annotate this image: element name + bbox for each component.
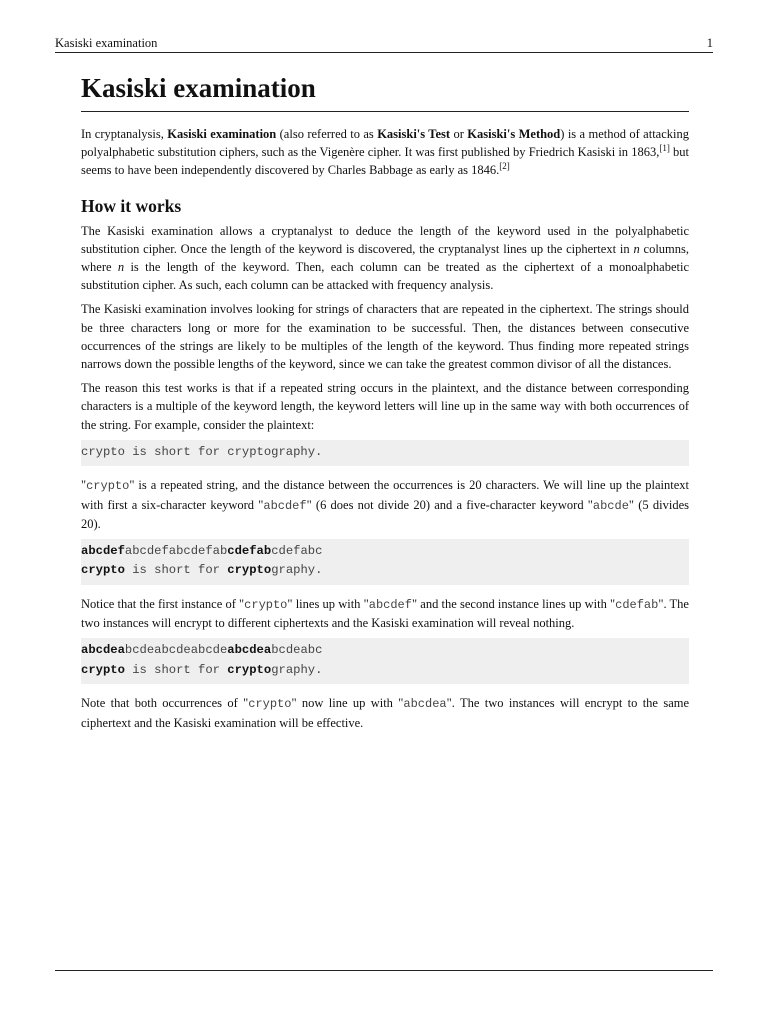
highlight-key: abcdea (227, 643, 272, 658)
running-title: Kasiski examination (55, 36, 158, 50)
highlight-key: abcdea (81, 643, 125, 658)
paragraph-notice (81, 595, 689, 632)
paragraph-text: The Kasiski examination allows a cryptanalyst to deduce the length of the keyword used in the polyalphabetic substitution cipher. Once the length of the keyword is discovered, the cryptanalyst lines up the ciphertext in (81, 223, 689, 256)
code-line: crypto is short for cryptography. (81, 444, 323, 459)
variable-n: n (633, 241, 640, 256)
plaintext-text: graphy. (271, 563, 323, 578)
intro-paragraph (81, 125, 689, 180)
paragraph-repeated-strings: The Kasiski examination involves looking for strings of characters that are repeated in the ciphertext. The strings should be three characters long or more for the examination to be successful. Then, the distances between consecutive occurrences of the strings are likely to be multiples of the length of the keyword. Thus finding more repeated strings narrows down the possible lengths of the keyword, since we can take the greatest common divisor of all the distances. (81, 302, 689, 372)
inline-code: abcdef (368, 597, 412, 612)
paragraph-text: " (81, 478, 87, 493)
term-kasiski-method: Kasiski's Method (467, 127, 561, 141)
inline-code: crypto (248, 697, 292, 712)
key-text: bcdeabc (271, 643, 323, 658)
plaintext-text: is short for (124, 563, 228, 578)
key-line (81, 641, 689, 661)
inline-code: crypto (244, 597, 288, 612)
paragraph-text: ". The two instances will encrypt to the same ciphertext and the Kasiski examination will be effective. (81, 696, 690, 730)
header-rule (55, 52, 713, 53)
paragraph-text: Notice that the first instance of " (81, 596, 245, 611)
term-kasiski-test: Kasiski's Test (377, 127, 451, 141)
key-text: bcdeabcdeabcde (124, 643, 228, 658)
paragraph-text: " (6 does not divide 20) and a five-character keyword " (306, 497, 593, 512)
paragraph-text: " is a repeated string, and the distance between the occurrences is 20 characters. We will line up the plaintext with first a six-character keyword " (81, 478, 689, 512)
article-body (81, 70, 689, 738)
term-kasiski-examination: Kasiski examination (167, 127, 277, 141)
paragraph-reason: The reason this test works is that if a repeated string occurs in the plaintext, and the distance between corresponding characters is a multiple of the keyword length, the keyword letters will line up in the same way with both occurrences of the string. For example, consider the plaintext: (81, 381, 689, 432)
plaintext-text: graphy. (271, 662, 323, 677)
paragraph-example (81, 476, 689, 533)
code-block-five-char-key (81, 638, 689, 684)
highlight-plaintext: crypto (227, 662, 272, 677)
page-number: 1 (706, 36, 713, 50)
citation-link-1[interactable]: [1] (659, 143, 670, 154)
paragraph-text: " and the second instance lines up with " (411, 596, 616, 611)
paragraph-text: " (5 divides 20). (81, 497, 689, 531)
intro-text: ) is a method of attacking polyalphabetic substitution ciphers, such as the Vigenère cipher. It was first published by Friedrich Kasiski in 1863, (81, 127, 689, 160)
inline-code: crypto (86, 479, 130, 494)
footer-rule (55, 970, 713, 971)
key-line (81, 542, 689, 562)
inline-code: abcdea (403, 697, 447, 712)
highlight-plaintext: crypto (81, 662, 125, 677)
intro-text: but seems to have been independently discovered by Charles Babbage as early as 1846. (81, 145, 689, 178)
paragraph-text: " lines up with " (287, 596, 369, 611)
intro-text: or (450, 127, 468, 141)
paragraph-keyword-length (81, 222, 689, 295)
citation-link-2[interactable]: [2] (499, 161, 510, 172)
plaintext-text: is short for (124, 662, 228, 677)
code-block-six-char-key (81, 539, 689, 585)
inline-code: abcdef (263, 498, 307, 513)
paragraph-text: columns, where (81, 241, 689, 275)
paragraph-text: " now line up with " (291, 696, 404, 711)
inline-code: cdefab (615, 597, 659, 612)
highlight-key: cdefab (227, 543, 272, 558)
highlight-plaintext: crypto (81, 563, 125, 578)
running-header (55, 36, 713, 51)
inline-code: abcde (592, 498, 629, 513)
paragraph-text: is the length of the keyword. Then, each column can be treated as the ciphertext of a monoalphabetic substitution cipher. As such, each column can be attacked with frequency analysis. (81, 260, 689, 293)
intro-text: (also referred to as (276, 127, 378, 141)
paragraph-text: Note that both occurrences of " (81, 696, 249, 711)
highlight-key: abcdef (81, 543, 125, 558)
paragraph-text: ". The two instances will encrypt to different ciphertexts and the Kasiski examination will reveal nothing. (81, 596, 689, 631)
paragraph-conclusion (81, 694, 689, 731)
highlight-plaintext: crypto (227, 563, 272, 578)
variable-n: n (117, 260, 125, 275)
intro-text: In cryptanalysis, (81, 127, 168, 141)
code-block-plaintext (81, 440, 689, 467)
key-text: abcdefabcdefab (124, 543, 228, 558)
plaintext-line (81, 661, 689, 681)
key-text: cdefabc (271, 543, 323, 558)
page-title: Kasiski examination (81, 70, 689, 112)
section-heading: How it works (81, 195, 182, 216)
plaintext-line (81, 561, 689, 581)
